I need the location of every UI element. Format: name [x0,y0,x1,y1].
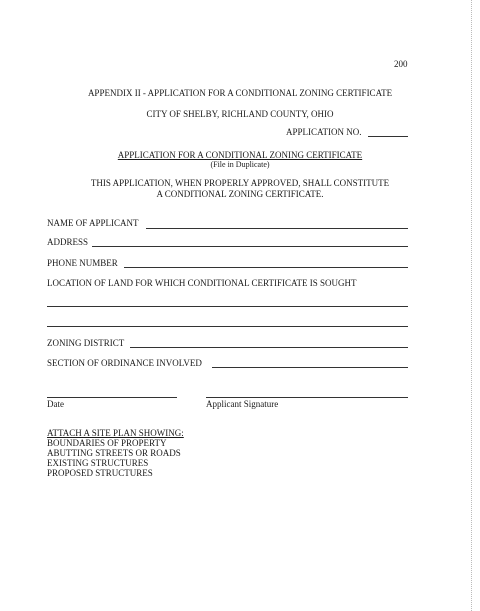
scan-edge-mark [471,0,472,611]
date-field[interactable] [47,397,177,398]
name-of-applicant-label: NAME OF APPLICANT [47,218,139,228]
location-of-land-label: LOCATION OF LAND FOR WHICH CONDITIONAL CERTIFICATE IS SOUGHT [47,278,357,288]
form-title: APPLICATION FOR A CONDITIONAL ZONING CERTIFICATE [117,150,363,160]
location-of-land-field-line-2[interactable] [47,326,408,327]
site-plan-heading: ATTACH A SITE PLAN SHOWING: [47,428,184,438]
page-number: 200 [394,59,408,69]
site-plan-item: BOUNDARIES OF PROPERTY [47,438,167,448]
city-line: CITY OF SHELBY, RICHLAND COUNTY, OHIO [146,109,334,119]
application-no-field[interactable] [368,136,408,137]
name-of-applicant-field[interactable] [146,228,408,229]
date-label: Date [47,399,64,409]
applicant-signature-field[interactable] [206,397,408,398]
location-of-land-field-line-1[interactable] [47,306,408,307]
site-plan-item: PROPOSED STRUCTURES [47,468,153,478]
applicant-signature-label: Applicant Signature [206,399,279,409]
site-plan-item: EXISTING STRUCTURES [47,458,149,468]
appendix-title: APPENDIX II - APPLICATION FOR A CONDITIONAL ZONING CERTIFICATE [87,88,393,98]
address-label: ADDRESS [47,237,89,247]
section-of-ordinance-field[interactable] [212,367,408,368]
section-of-ordinance-label: SECTION OF ORDINANCE INVOLVED [47,358,202,368]
notice-line-2: A CONDITIONAL ZONING CERTIFICATE. [156,189,324,199]
notice-line-1: THIS APPLICATION, WHEN PROPERLY APPROVED, SHALL CONSTITUTE [90,178,390,188]
address-field[interactable] [92,246,408,247]
form-subtitle: (File in Duplicate) [210,160,270,169]
site-plan-item: ABUTTING STREETS OR ROADS [47,448,181,458]
zoning-district-label: ZONING DISTRICT [47,338,125,348]
phone-number-field[interactable] [124,267,408,268]
phone-number-label: PHONE NUMBER [47,258,118,268]
zoning-district-field[interactable] [130,347,408,348]
application-no-label: APPLICATION NO. [286,127,362,137]
